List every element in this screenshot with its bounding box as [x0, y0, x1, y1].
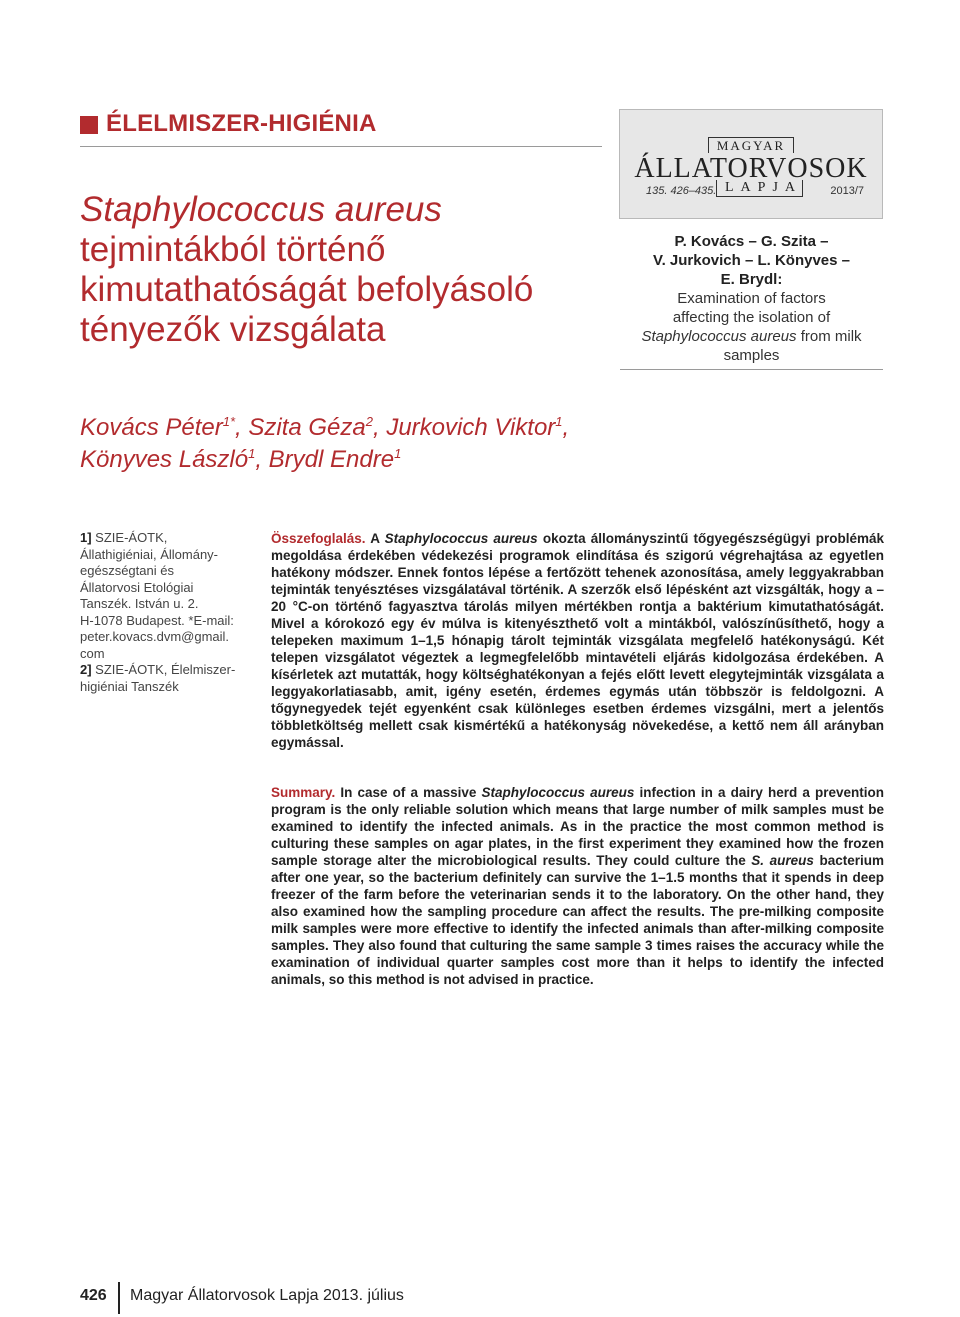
- article-title-line-4: tényezők vizsgálata: [80, 310, 386, 349]
- author-list: Kovács Péter$^{1*}$, Szita Géza$^2$, Jurkovich Viktor$^1$, Könyves László$^1$, Brydl Endre$^1$: [80, 414, 570, 473]
- journal-issue: 2013/7: [830, 185, 864, 197]
- abstract-hungarian: Összefoglalás. A Staphylococcus aureus okozta állományszintű tőgyegészségügyi problémák megoldása érdekében védekezési programok elindítása és szigorú végrehajtása az egyetlen hatékony módszer. Ennek fontos lépése a fertőzött tehenek azonosítása, amely leggyakrabban tejminták tenyésztéses vizsgálatával történik. A szerzők első lépésként azt vizsgálták, hogy a –20 °C-on történő fagyasztva tárolás milyen mértékben rontja a baktérium kimutathatóságát. Mivel a kórokozó egy év múlva is kitenyészthető volt a mintákból, valószínűsíthető, hogy a telepeken maximum 1–1,5 hónapig tárolt tejminták vizsgálata megfelelő hatékonyságú. Két telepen vizsgálatot végeztek a legmegfelelőbb mintavételi eljárás kidolgozása érdekében. A kísérletek azt mutatták, hogy költséghatékonyan a fejés előtt levett elegytejminták vizsgálata a leggyakorlatiasabb, amit, igény esetén, érdemes egymás után többször is feldolgozni. A tőgynegyedek tejét egyenként csak különleges esetben érdemes vizsgálni, mert a jelentős többletköltség mellett csak kismértékű a hatékonyság növekedése, a kettő nem áll arányban egymással.: [271, 531, 884, 750]
- abstract-english: Summary. In case of a massive Staphylococcus aureus infection in a dairy herd a prevention program is the only reliable solution which means that large number of milk samples must be examined to identify the infected animals. As in the practice the most common method is culturing these samples on agar plates, in the first experiment they examined how the frozen sample storage alter the microbiological results. They could culture the S. aureus bacterium after one year, so the bacterium definitely can survive the 1–1.5 months that it spends in deep freezer of the farm before the veterinarian sends it to the laboratory. On the other hand, they also examined how the sampling procedure can affect the results. The pre-milking composite milk samples were more effective to identify the infected animals than after-milking composite samples. They also found that culturing the same sample 3 times raises the accuracy while the examination of individual quarter samples cost more than it helps to identify the infected animals, so this method is not advised in practice.: [271, 785, 884, 987]
- english-title: Examination of factors affecting the isolation of Staphylococcus aureus from milk samples: [641, 290, 862, 364]
- affiliations: [80, 530, 260, 695]
- article-title: [80, 190, 620, 350]
- section-header: [80, 108, 602, 147]
- section-marker-square: [80, 116, 98, 134]
- article-title-line-2: tejmintákból történő: [80, 230, 386, 269]
- footer-divider: [118, 1282, 120, 1314]
- section-title: ÉLELMISZER-HIGIÉNIA: [106, 110, 377, 137]
- journal-logo-allatorvosok: ÁLLATORVOSOK: [634, 153, 868, 184]
- affiliation-1: 1] SZIE-ÁOTK, Állathigiéniai, Állomány- egészségtani és Állatorvosi Etológiai Tanszék. István u. 2. H-1078 Budapest. *E-mail: peter.kovacs.dvm@gmail. com: [80, 530, 260, 662]
- journal-logo-magyar: MAGYAR: [620, 138, 882, 154]
- page-number: 426: [80, 1287, 107, 1304]
- journal-logo-lapja: LAPJA: [716, 180, 803, 197]
- journal-volume-pages: 135. 426–435.: [646, 185, 717, 197]
- email-link[interactable]: peter.kovacs.dvm@gmail.: [80, 629, 230, 644]
- affiliation-2: 2] SZIE-ÁOTK, Élelmiszer- higiéniai Tanszék: [80, 662, 236, 694]
- article-title-line-1: Staphylococcus aureus: [80, 190, 442, 229]
- english-authors: P. Kovács – G. Szita – V. Jurkovich – L. Könyves – E. Brydl:: [652, 233, 851, 288]
- english-citation: [620, 228, 883, 370]
- article-title-line-3: kimutathatóságát befolyásoló: [80, 270, 534, 309]
- footer-journal-issue: Magyar Állatorvosok Lapja 2013. július: [130, 1287, 404, 1304]
- journal-logo-box: [619, 109, 883, 219]
